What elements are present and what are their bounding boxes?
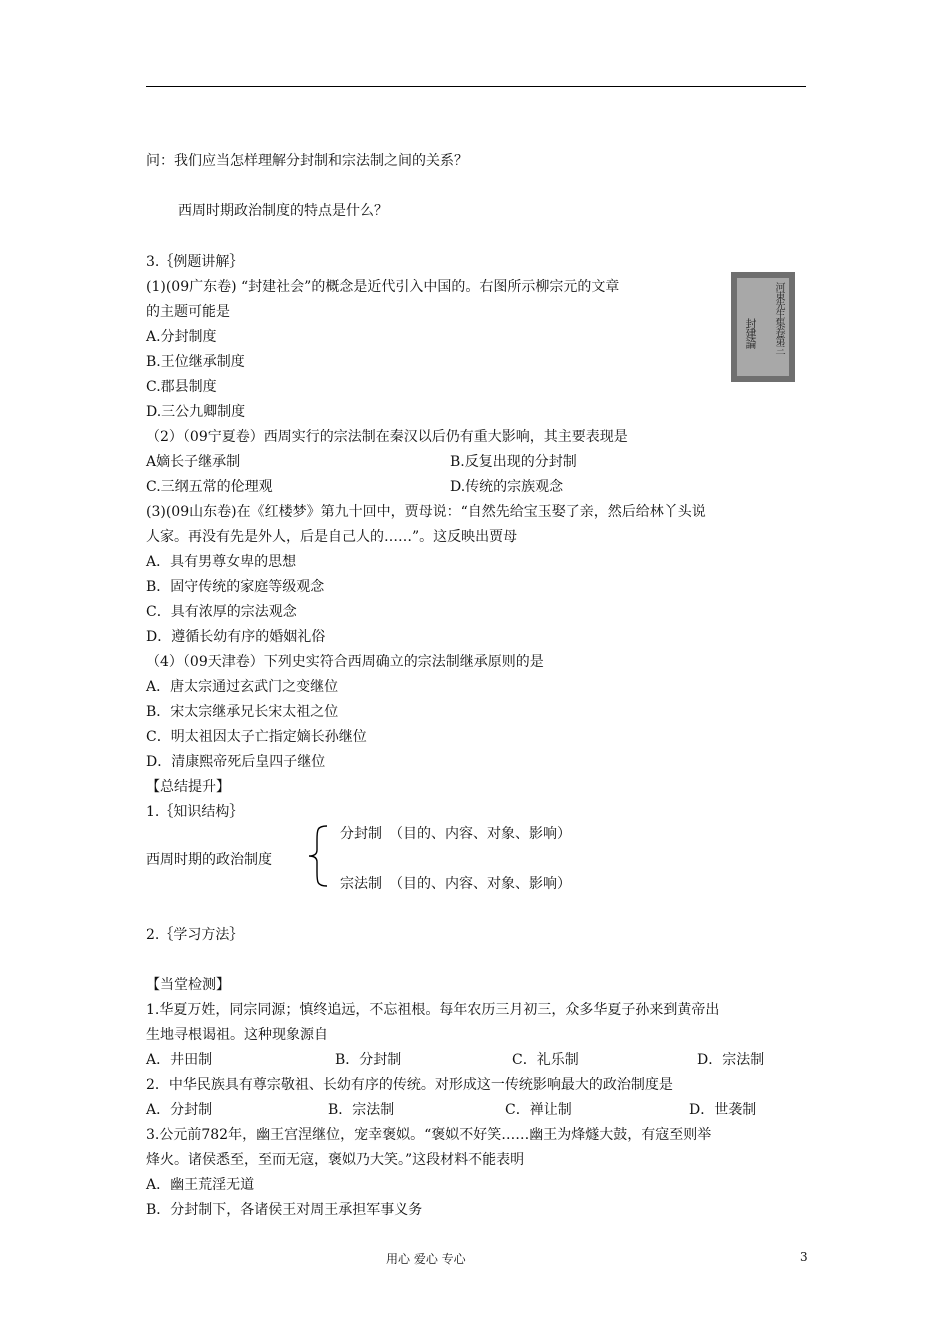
check1-option-d: D．宗法制	[697, 1052, 765, 1068]
example4-option-a: A．唐太宗通过玄武门之变继位	[146, 679, 339, 695]
example1-option-a: A.分封制度	[146, 329, 217, 345]
check1-stem-b: 生地寻根谒祖。这种现象源自	[146, 1027, 328, 1043]
summary-heading: 【总结提升】	[146, 779, 230, 795]
example1-option-c: C.郡县制度	[146, 379, 217, 395]
learning-method-heading: 2.｛学习方法｝	[146, 927, 244, 943]
example1-option-b: B.王位继承制度	[146, 354, 245, 370]
example3-stem-b: 人家。再没有先是外人，后是自己人的……”。这反映出贾母	[146, 529, 518, 545]
example3-option-d: D．遵循长幼有序的婚姻礼俗	[146, 629, 326, 645]
header-rule	[146, 86, 806, 87]
example4-option-c: C．明太祖因太子亡指定嫡长孙继位	[146, 729, 367, 745]
example1-option-d: D.三公九卿制度	[146, 404, 246, 420]
example3-option-b: B．固守传统的家庭等级观念	[146, 579, 325, 595]
footer-slogan: 用心 爱心 专心	[386, 1252, 466, 1266]
knowledge-structure-heading: 1.｛知识结构｝	[146, 804, 244, 820]
example4-option-b: B．宋太宗继承兄长宋太祖之位	[146, 704, 339, 720]
structure-branch-zongfa: 宗法制 （目的、内容、对象、影响）	[340, 876, 571, 892]
question-relation: 问：我们应当怎样理解分封制和宗法制之间的关系？	[146, 153, 468, 169]
example2-stem: （2）（09宁夏卷）西周实行的宗法制在秦汉以后仍有重大影响，其主要表现是	[146, 429, 628, 445]
check1-option-a: A．井田制	[146, 1052, 213, 1068]
check-heading: 【当堂检测】	[146, 977, 230, 993]
essay-title-text: 封建論	[744, 318, 757, 348]
example2-option-d: D.传统的宗族观念	[450, 479, 564, 495]
check1-option-c: C．礼乐制	[512, 1052, 579, 1068]
example3-option-a: A．具有男尊女卑的思想	[146, 554, 297, 570]
check2-stem: 2．中华民族具有尊宗敬祖、长幼有序的传统。对形成这一传统影响最大的政治制度是	[146, 1077, 673, 1093]
book-page-image	[731, 272, 795, 382]
section-examples: 3.｛例题讲解｝	[146, 254, 244, 270]
check3-option-b: B．分封制下，各诸侯王对周王承担军事义务	[146, 1202, 423, 1218]
example3-stem-a: (3)(09山东卷)在《红楼梦》第九十回中，贾母说：“自然先给宝玉娶了亲，然后给林丫头说	[146, 504, 706, 520]
example1-stem-a: (1)(09广东卷) “封建社会”的概念是近代引入中国的。右图所示柳宗元的文章	[146, 279, 620, 295]
structure-branch-fengjian: 分封制 （目的、内容、对象、影响）	[340, 826, 571, 842]
curly-brace-icon	[307, 824, 329, 888]
example4-stem: （4）（09天津卷）下列史实符合西周确立的宗法制继承原则的是	[146, 654, 544, 670]
example2-option-a: A嫡长子继承制	[146, 454, 241, 470]
example2-option-b: B.反复出现的分封制	[450, 454, 577, 470]
check1-option-b: B．分封制	[335, 1052, 402, 1068]
example3-option-c: C．具有浓厚的宗法观念	[146, 604, 297, 620]
page-number: 3	[800, 1250, 808, 1264]
check3-option-a: A．幽王荒淫无道	[146, 1177, 255, 1193]
structure-root: 西周时期的政治制度	[146, 852, 272, 868]
check3-stem-b: 烽火。诸侯悉至，至而无寇，褒姒乃大笑。”这段材料不能表明	[146, 1152, 525, 1168]
check2-option-d: D．世袭制	[689, 1102, 757, 1118]
example1-stem-b: 的主题可能是	[146, 304, 230, 320]
check2-option-c: C．禅让制	[505, 1102, 572, 1118]
check1-stem-a: 1.华夏万姓，同宗同源；慎终追远，不忘祖根。每年农历三月初三，众多华夏子孙来到黄帝出	[146, 1002, 720, 1018]
example2-option-c: C.三纲五常的伦理观	[146, 479, 273, 495]
check3-stem-a: 3.公元前782年，幽王宫涅继位，宠幸褒姒。“褒姒不好笑……幽王为烽燧大鼓，有寇至则举	[146, 1127, 712, 1143]
check2-option-a: A．分封制	[146, 1102, 213, 1118]
check2-option-b: B．宗法制	[328, 1102, 395, 1118]
book-title-text: 河東先生集卷第三	[773, 282, 784, 354]
question-features: 西周时期政治制度的特点是什么？	[178, 203, 388, 219]
example4-option-d: D．清康熙帝死后皇四子继位	[146, 754, 326, 770]
